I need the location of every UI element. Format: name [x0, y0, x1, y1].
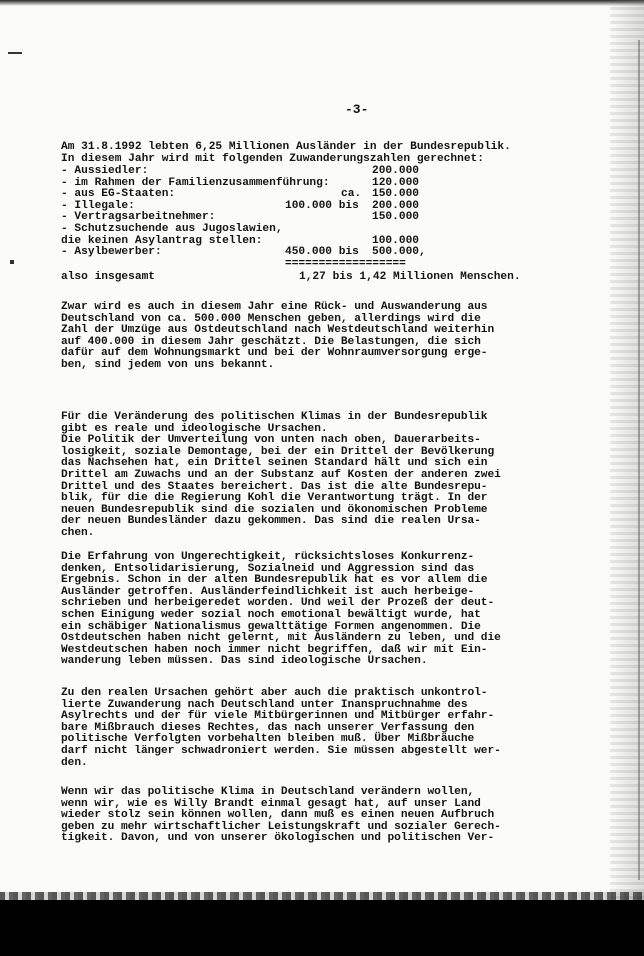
paragraph-line: Wenn wir das politische Klima in Deutschland verändern wollen,	[61, 786, 475, 798]
table-row	[61, 200, 531, 212]
scan-top-shadow	[0, 0, 644, 6]
row-label: - Illegale:	[61, 199, 135, 212]
scan-mark	[8, 52, 22, 54]
paragraph-line: Ausländer getroffen. Ausländerfeindlichkeit ist auch herbeige-	[61, 585, 475, 598]
paragraph-line: Zu den realen Ursachen gehört aber auch die praktisch unkontrol-	[61, 687, 488, 699]
paragraph-line: ein schäbiger Nationalismus gewalttätige Formen angenommen. Die	[61, 620, 481, 633]
paragraph-line: geben zu mehr wirtschaftlicher Leistungskraft und sozialer Gerech-	[61, 820, 501, 833]
scan-mark	[10, 260, 14, 264]
row-label: - Aussiedler:	[61, 165, 149, 177]
scan-bottom-border	[0, 900, 644, 956]
paragraph-line: denken, Entsolidarisierung, Sozialneid und Aggression sind das	[61, 562, 475, 575]
intro-text	[61, 142, 511, 165]
paragraph-line: Deutschland von ca. 500.000 Menschen geben, allerdings wird die	[61, 312, 481, 325]
row-label: - Asylbewerber:	[61, 246, 162, 259]
paragraph-line: Drittel und des Staates bereichert. Das ist die alte Bundesrepu-	[61, 480, 488, 493]
table-row	[61, 246, 531, 258]
paragraph-line: chen.	[61, 526, 95, 539]
paragraph-line: wenn wir, wie es Willy Brandt einmal gesagt hat, auf unser Land	[61, 797, 481, 810]
row-label: - aus EG-Staaten:	[61, 188, 176, 201]
table-row	[61, 188, 531, 200]
paragraph-line: gibt es reale und ideologische Ursachen.	[61, 422, 328, 435]
paragraph-line: Zwar wird es auch in diesem Jahr eine Rück- und Auswanderung aus	[61, 301, 488, 313]
paragraph-line: schrieben und herbeigeredet worden. Und weil der Prozeß der deut-	[61, 597, 495, 610]
table-row	[61, 177, 531, 189]
paragraph-line: das Nachsehen hat, ein Drittel seinen Standard hält und sich ein	[61, 457, 488, 470]
paragraph-line: blik, für die die Regierung Kohl die Verantwortung trägt. In der	[61, 492, 488, 505]
paragraph-line: wieder stolz sein können wollen, dann muß es einen neuen Aufbruch	[61, 809, 495, 822]
paragraph-line: lierte Zuwanderung nach Deutschland unter Inanspruchnahme des	[61, 698, 468, 711]
row-value: 150.000	[372, 188, 419, 201]
paragraph	[61, 787, 501, 845]
row-value: 500.000,	[372, 246, 426, 259]
row-value: 200.000	[372, 199, 419, 212]
table-row	[61, 211, 531, 223]
intro-line: In diesem Jahr wird mit folgenden Zuwanderungszahlen gerechnet:	[61, 152, 484, 165]
row-range-prefix: 100.000 bis	[285, 199, 359, 212]
row-value: 150.000	[372, 211, 419, 224]
paragraph-line: darf nicht länger schwadroniert werden. Sie müssen abgestellt wer-	[61, 744, 501, 757]
row-value: 120.000	[372, 176, 419, 189]
paragraph-line: den.	[61, 756, 88, 769]
paragraph	[61, 302, 494, 372]
row-range-prefix: ca.	[341, 188, 362, 201]
table-row	[61, 165, 531, 177]
immigration-table	[61, 165, 531, 284]
paragraph-line: Die Politik der Umverteilung von unten nach oben, Dauerarbeits-	[61, 434, 481, 447]
paragraph-line: losigkeit, soziale Demontage, bei der ein Drittel der Bevölkerung	[61, 445, 495, 458]
paragraph-line: politische Verfolgten vorbehalten bleiben muß. Über Mißbräuche	[61, 733, 475, 746]
paragraph-line: der neuen Bundesländer dazu gekommen. Das sind die realen Ursa-	[61, 515, 481, 528]
paragraph-line: auf 400.000 in diesem Jahr geschätzt. Die Belastungen, die sich	[61, 335, 481, 348]
paragraph-line: Für die Veränderung des politischen Klimas in der Bundesrepublik	[61, 411, 488, 423]
row-value: 200.000	[372, 165, 419, 177]
paragraph-line: Die Erfahrung von Ungerechtigkeit, rücksichtsloses Konkurrenz-	[61, 551, 475, 563]
paragraph-line: dafür auf dem Wohnungsmarkt und bei der Wohnraumversorgung erge-	[61, 347, 488, 360]
paragraph	[61, 688, 501, 769]
paragraph	[61, 412, 501, 540]
total-value: 1,27 bis 1,42 Millionen Menschen.	[299, 271, 521, 284]
paragraph-line: neuen Bundesrepublik sind die sozialen und ökonomischen Probleme	[61, 503, 488, 516]
intro-line: Am 31.8.1992 lebten 6,25 Millionen Ausländer in der Bundesrepublik.	[61, 141, 511, 153]
row-value: 100.000	[372, 234, 419, 247]
row-label: - im Rahmen der Familienzusammenführung:	[61, 176, 330, 189]
paragraph-line: bare Mißbrauch dieses Rechtes, das nach unserer Verfassung den	[61, 721, 475, 734]
paragraph-line: schen Einigung weder sozial noch emotional bewältigt wurde, hat	[61, 608, 481, 621]
row-label: - Vertragsarbeitnehmer:	[61, 211, 216, 224]
paragraph-line: tigkeit. Davon, und von unserer ökologischen und politischen Ver-	[61, 832, 495, 845]
table-row	[61, 223, 531, 235]
paragraph-line: Westdeutschen haben noch immer nicht begriffen, daß wir mit Ein-	[61, 643, 488, 656]
paragraph-line: Zahl der Umzüge aus Ostdeutschland nach Westdeutschland weiterhin	[61, 324, 495, 337]
paragraph-line: Drittel am Zuwachs und an der Substanz auf Kosten der anderen zwei	[61, 468, 501, 481]
table-separator-row	[61, 258, 531, 270]
paragraph-line: Asylrechts und der für viele Mitbürgerinnen und Mitbürger erfahr-	[61, 710, 495, 723]
page-number: -3-	[345, 102, 369, 117]
paragraph-line: Ergebnis. Schon in der alten Bundesrepublik hat es vor allem die	[61, 574, 488, 587]
row-range-prefix: 450.000 bis	[285, 246, 359, 259]
row-label: die keinen Asylantrag stellen:	[61, 234, 263, 247]
total-label: also insgesamt	[61, 271, 155, 284]
paragraph-line: wanderung leben müssen. Das sind ideologische Ursachen.	[61, 655, 428, 668]
table-total-row	[61, 271, 531, 284]
paragraph-line: ben, sind jedem von uns bekannt.	[61, 358, 275, 371]
table-row	[61, 235, 531, 247]
table-separator: ==================	[285, 257, 406, 270]
row-label: - Schutzsuchende aus Jugoslawien,	[61, 222, 283, 235]
scan-right-edge-line	[638, 40, 640, 880]
paragraph	[61, 552, 501, 668]
paragraph-line: Ostdeutschen haben nicht gelernt, mit Ausländern zu leben, und die	[61, 632, 501, 645]
